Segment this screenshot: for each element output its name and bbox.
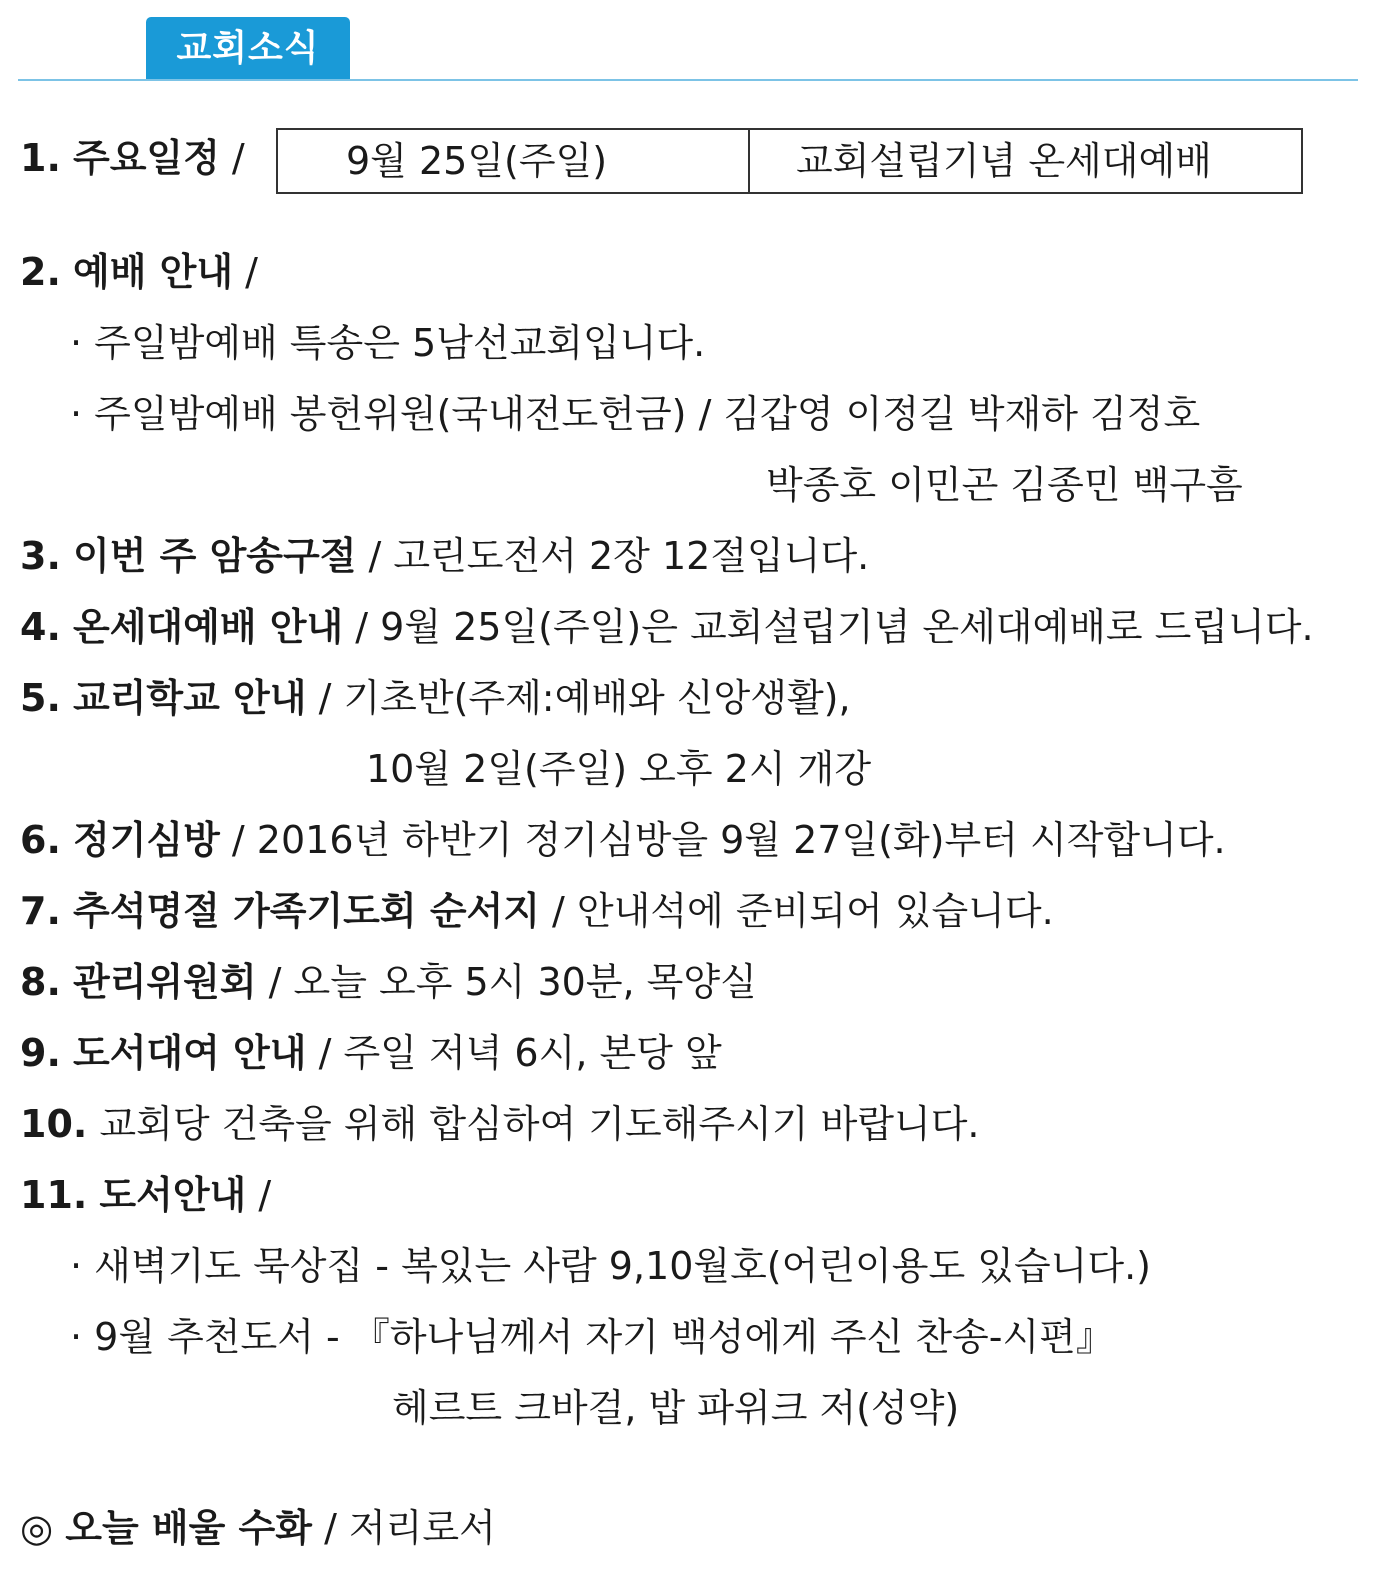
item-1-separator: / (231, 136, 245, 180)
header-divider (18, 79, 1358, 81)
item-7-text: / 안내석에 준비되어 있습니다. (552, 889, 1054, 933)
item-9-text: / 주일 저녁 6시, 본당 앞 (318, 1031, 722, 1075)
item-10-number: 10. (20, 1102, 88, 1146)
item-11 (20, 1167, 271, 1223)
item-5-number: 5. (20, 676, 61, 720)
item-6 (20, 812, 1226, 868)
item-4 (20, 599, 1314, 655)
schedule-table (276, 128, 1303, 194)
item-2 (20, 244, 258, 300)
item-5-title: 교리학교 안내 (72, 676, 307, 720)
item-2-number: 2. (20, 250, 61, 294)
item-11-bullet-2-continued: 헤르트 크바걸, 밥 파위크 저(성약) (392, 1386, 960, 1430)
item-7-title: 추석명절 가족기도회 순서지 (72, 889, 540, 933)
item-5-text: / 기초반(주제:예배와 신앙생활), (318, 676, 851, 720)
item-11-bullet-1: · 새벽기도 묵상집 - 복있는 사람 9,10월호(어린이용도 있습니다.) (70, 1244, 1151, 1288)
item-2-bullet-1: · 주일밤예배 특송은 5남선교회입니다. (70, 321, 706, 365)
item-3-text: / 고린도전서 2장 12절입니다. (368, 534, 870, 578)
item-8 (20, 954, 757, 1010)
item-6-text: / 2016년 하반기 정기심방을 9월 27일(화)부터 시작합니다. (231, 818, 1226, 862)
item-6-number: 6. (20, 818, 61, 862)
item-3-number: 3. (20, 534, 61, 578)
sign-language-title: 오늘 배울 수화 (65, 1506, 312, 1550)
item-9 (20, 1025, 722, 1081)
item-9-title: 도서대여 안내 (72, 1031, 307, 1075)
item-7-number: 7. (20, 889, 61, 933)
item-9-number: 9. (20, 1031, 61, 1075)
item-11-bullet-2: · 9월 추천도서 - 『하나님께서 자기 백성에게 주신 찬송-시편』 (70, 1315, 1114, 1359)
item-5 (20, 670, 851, 726)
item-2-separator: / (245, 250, 258, 294)
item-8-title: 관리위원회 (72, 960, 257, 1004)
section-tab-church-news: 교회소식 (146, 17, 350, 80)
item-2-bullet-2-continued: 박종호 이민곤 김종민 백구흠 (766, 463, 1243, 507)
item-2-bullet-2: · 주일밤예배 봉헌위원(국내전도헌금) / 김갑영 이정길 박재하 김정호 (70, 392, 1201, 436)
sign-language-section (20, 1500, 496, 1556)
item-1-number: 1. (20, 136, 61, 180)
item-1 (20, 130, 245, 186)
item-5-continued: 10월 2일(주일) 오후 2시 개강 (366, 747, 872, 791)
schedule-event: 교회설립기념 온세대예배 (796, 139, 1212, 183)
item-3-title: 이번 주 암송구절 (72, 534, 357, 578)
item-2-title: 예배 안내 (72, 250, 234, 294)
item-3 (20, 528, 869, 584)
schedule-date: 9월 25일(주일) (278, 130, 750, 192)
sign-language-text: / 저리로서 (324, 1506, 496, 1550)
item-4-title: 온세대예배 안내 (72, 605, 344, 649)
item-8-text: / 오늘 오후 5시 30분, 목양실 (268, 960, 757, 1004)
item-11-title: 도서안내 (99, 1173, 247, 1217)
item-11-number: 11. (20, 1173, 88, 1217)
item-8-number: 8. (20, 960, 61, 1004)
item-4-text: / 9월 25일(주일)은 교회설립기념 온세대예배로 드립니다. (355, 605, 1314, 649)
item-4-number: 4. (20, 605, 61, 649)
double-circle-icon: ◎ (20, 1506, 54, 1550)
item-7 (20, 883, 1054, 939)
item-10-text: 교회당 건축을 위해 합심하여 기도해주시기 바랍니다. (99, 1102, 980, 1146)
item-11-separator: / (258, 1173, 272, 1217)
item-6-title: 정기심방 (72, 818, 220, 862)
item-1-title: 주요일정 (72, 136, 220, 180)
item-10 (20, 1096, 979, 1152)
